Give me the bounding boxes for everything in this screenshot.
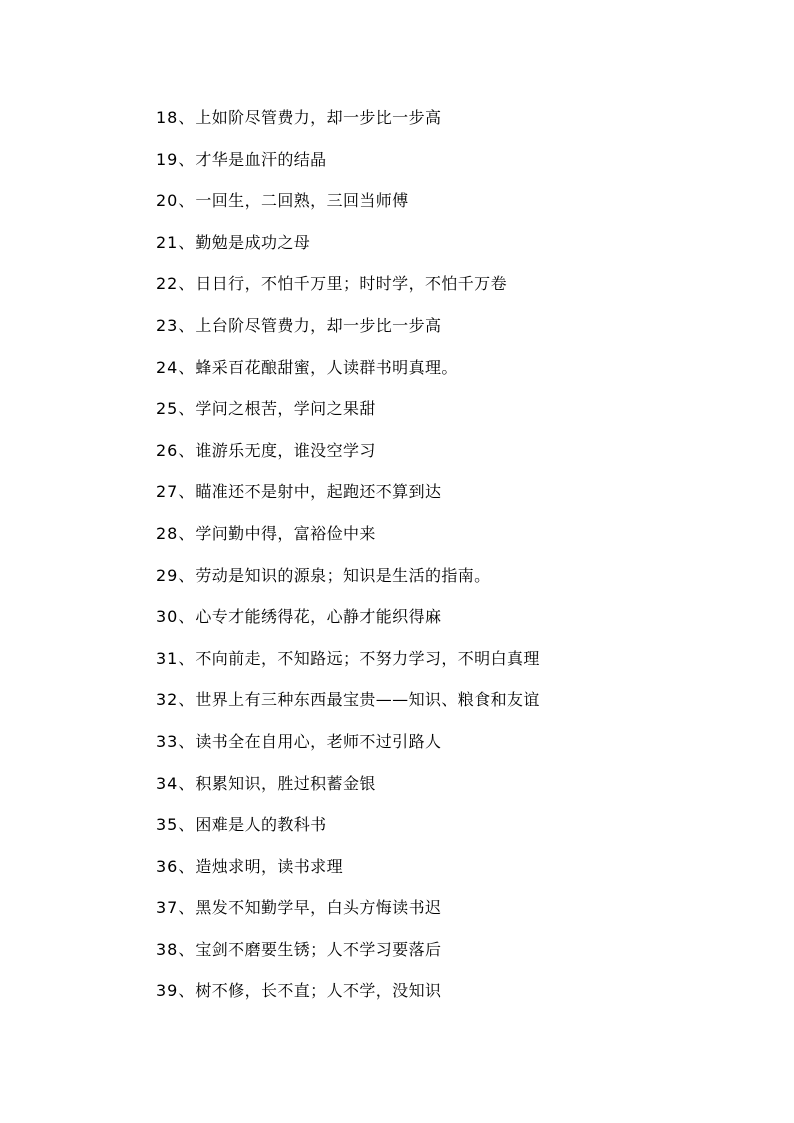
item-text: 日日行，不怕千万里；时时学，不怕千万卷 bbox=[195, 274, 507, 294]
list-item bbox=[156, 478, 540, 520]
item-text: 心专才能绣得花，心静才能织得麻 bbox=[195, 607, 442, 627]
item-text: 读书全在自用心，老师不过引路人 bbox=[195, 731, 442, 751]
item-number: 28、 bbox=[156, 523, 196, 543]
item-text: 瞄准还不是射中，起跑还不算到达 bbox=[195, 482, 442, 502]
item-number: 22、 bbox=[156, 274, 196, 294]
item-text: 上如阶尽管费力，却一步比一步高 bbox=[195, 108, 442, 127]
list-item bbox=[156, 686, 540, 728]
item-text: 谁游乐无度，谁没空学习 bbox=[195, 440, 376, 460]
list-item bbox=[156, 936, 540, 978]
list-item bbox=[156, 187, 540, 229]
item-number: 30、 bbox=[156, 607, 196, 627]
item-text: 学问勤中得，富裕俭中来 bbox=[195, 523, 376, 543]
item-text: 蜂采百花酿甜蜜，人读群书明真理。 bbox=[195, 357, 458, 377]
item-number: 20、 bbox=[156, 191, 196, 211]
item-text: 一回生，二回熟，三回当师傅 bbox=[195, 191, 409, 211]
list-item bbox=[156, 312, 540, 354]
item-number: 24、 bbox=[156, 357, 196, 377]
item-text: 劳动是知识的源泉；知识是生活的指南。 bbox=[195, 565, 491, 585]
item-number: 29、 bbox=[156, 565, 196, 585]
item-text: 黑发不知勤学早，白头方悔读书迟 bbox=[195, 898, 442, 918]
list-item bbox=[156, 354, 540, 396]
item-number: 34、 bbox=[156, 773, 196, 793]
item-number: 25、 bbox=[156, 399, 196, 419]
list-item bbox=[156, 437, 540, 479]
item-text: 学问之根苦，学问之果甜 bbox=[195, 399, 376, 419]
list-item bbox=[156, 104, 540, 146]
list-item bbox=[156, 645, 540, 687]
list-item bbox=[156, 811, 540, 853]
item-text: 树不修，长不直；人不学，没知识 bbox=[195, 981, 442, 1001]
item-number: 23、 bbox=[156, 315, 196, 335]
list-item bbox=[156, 146, 540, 188]
item-number: 35、 bbox=[156, 815, 196, 835]
item-number: 27、 bbox=[156, 482, 196, 502]
item-text: 造烛求明，读书求理 bbox=[195, 856, 343, 876]
list-item bbox=[156, 894, 540, 936]
list-item bbox=[156, 603, 540, 645]
item-text: 困难是人的教科书 bbox=[195, 815, 327, 835]
item-number: 36、 bbox=[156, 856, 196, 876]
item-number: 21、 bbox=[156, 232, 196, 252]
item-text: 才华是血汗的结晶 bbox=[195, 149, 327, 169]
list-item bbox=[156, 520, 540, 562]
item-number: 26、 bbox=[156, 440, 196, 460]
item-number: 31、 bbox=[156, 648, 196, 668]
item-number: 39、 bbox=[156, 981, 196, 1001]
item-text: 世界上有三种东西最宝贵——知识、粮食和友谊 bbox=[195, 690, 540, 710]
item-text: 宝剑不磨要生锈；人不学习要落后 bbox=[195, 939, 442, 959]
list-item bbox=[156, 853, 540, 895]
list-item bbox=[156, 770, 540, 812]
item-text: 积累知识，胜过积蓄金银 bbox=[195, 773, 376, 793]
list-item bbox=[156, 728, 540, 770]
list-item bbox=[156, 229, 540, 271]
list-item bbox=[156, 270, 540, 312]
item-number: 19、 bbox=[156, 149, 196, 169]
item-number: 37、 bbox=[156, 898, 196, 918]
list-item bbox=[156, 977, 540, 1019]
item-text: 不向前走，不知路远；不努力学习，不明白真理 bbox=[195, 648, 540, 668]
item-number: 33、 bbox=[156, 731, 196, 751]
item-number: 18、 bbox=[156, 108, 196, 127]
item-number: 32、 bbox=[156, 690, 196, 710]
item-text: 勤勉是成功之母 bbox=[195, 232, 311, 252]
item-number: 38、 bbox=[156, 939, 196, 959]
list-item bbox=[156, 395, 540, 437]
list-item bbox=[156, 562, 540, 604]
proverb-list bbox=[156, 104, 540, 1019]
item-text: 上台阶尽管费力，却一步比一步高 bbox=[195, 315, 442, 335]
